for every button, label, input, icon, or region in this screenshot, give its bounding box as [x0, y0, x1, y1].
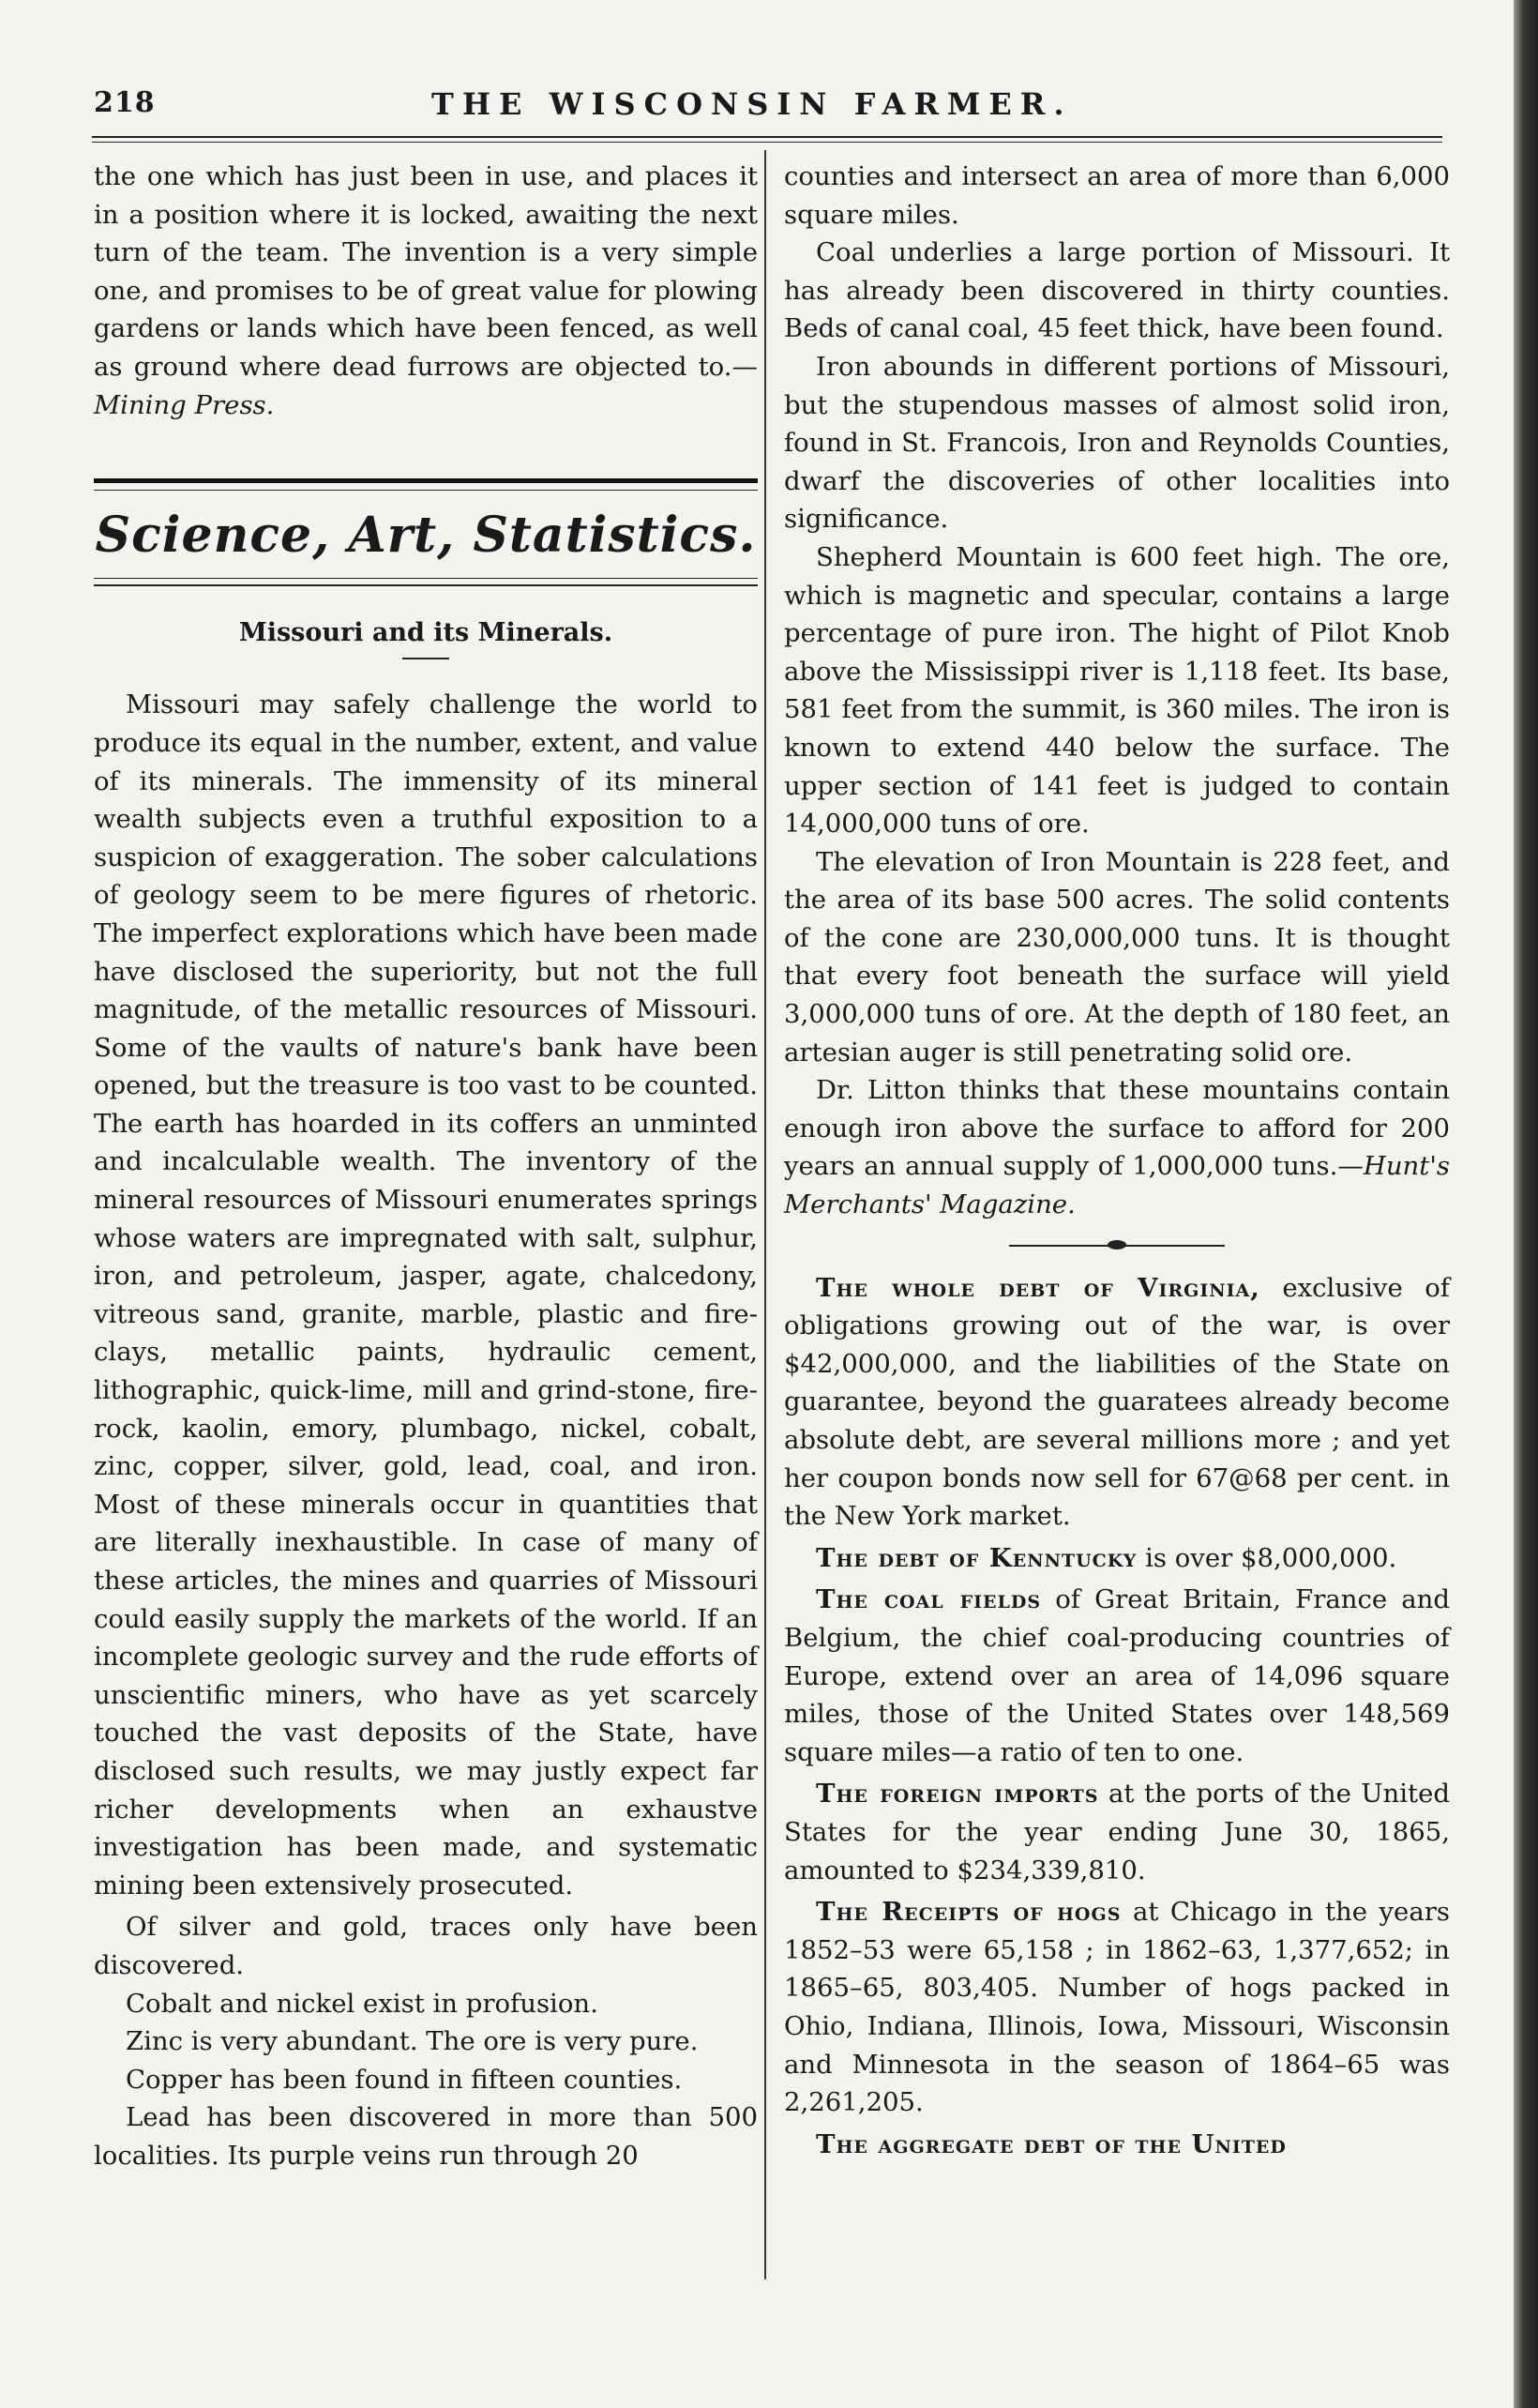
paragraph: Copper has been found in fifteen counties.	[126, 2064, 683, 2095]
item-lead: The coal fields	[816, 1584, 1042, 1615]
item-lead: The foreign imports	[816, 1779, 1099, 1810]
news-item: The debt of Kenntucky is over $8,000,000.	[816, 1542, 1397, 1573]
paragraph: Zinc is very abundant. The ore is very pure.	[126, 2026, 699, 2057]
page-binding-edge	[1514, 0, 1538, 2408]
running-title: THE WISCONSIN FARMER.	[431, 86, 1073, 122]
paragraph: Iron abounds in different portions of Missouri, but the stupendous masses of almost solid iron, found in St. Francois, Iron and Reynolds Counties, dwarf the discoveries of other localities into significance.	[784, 351, 1450, 535]
paragraph: Dr. Litton thinks that these mountains contain enough iron above the surface to afford for 200 years an annual supply of 1,000,000 tuns.—Hunt's Merchants' Magazine.	[784, 1075, 1450, 1220]
page-number: 218	[94, 86, 156, 119]
paragraph: Cobalt and nickel exist in profusion.	[126, 1988, 598, 2019]
section-rule-top	[94, 478, 758, 491]
header-rule	[92, 136, 1442, 143]
ornament-divider	[1009, 1245, 1225, 1247]
section-rule-bottom	[94, 578, 758, 586]
left-column	[94, 158, 758, 2175]
news-item: The foreign imports at the ports of the United States for the year ending June 30, 1865, amounted to $234,339,810.	[784, 1779, 1450, 1886]
article-title: Missouri and its Minerals.	[238, 617, 613, 647]
continued-paragraph: counties and intersect an area of more than 6,000 square miles.	[784, 161, 1450, 230]
item-lead: The aggregate debt of the United	[816, 2128, 1287, 2159]
column-divider	[764, 150, 766, 2279]
title-rule	[402, 658, 449, 659]
news-item: The Receipts of hogs at Chicago in the years 1852–53 were 65,158 ; in 1862–63, 1,377,652; in 1865–65, 803,405. Number of hogs packed in Ohio, Indiana, Illinois, Iowa, Missouri, Wisconsin and Minnesota in the season of 1864–65 was 2,261,205.	[784, 1897, 1450, 2118]
section-title: Science, Art, Statistics.	[95, 507, 757, 565]
right-column	[784, 158, 1450, 2163]
paragraph: Coal underlies a large portion of Missouri. It has already been discovered in thirty counties. Beds of canal coal, 45 feet thick, have been found.	[784, 237, 1450, 344]
continued-paragraph: the one which has just been in use, and places it in a position where it is locked, awaiting the next turn of the team. The invention is a very simple one, and promises to be of great value for plowing gardens or lands which have been fenced, as well as ground where dead furrows are objected to.—Mining Press.	[94, 161, 758, 420]
paragraph: Lead has been discovered in more than 500 localities. Its purple veins run through 20	[94, 2102, 758, 2171]
paragraph: Of silver and gold, traces only have been discovered.	[94, 1912, 758, 1980]
news-item: The whole debt of Virginia, exclusive of obligations growing out of the war, is over $42,000,000, and the liabilities of the State on guarantee, beyond the guaratees already become absolute debt, are several millions more ; and yet her coupon bonds now sell for 67@68 per cent. in the New York market.	[784, 1272, 1450, 1532]
page-header	[94, 83, 1444, 129]
source-citation: —Hunt's Merchants' Magazine.	[784, 1151, 1450, 1220]
news-item: The coal fields of Great Britain, France and Belgium, the chief coal-producing countries of Europe, extend over an area of 14,096 square miles, those of the United States over 148,569 square miles—a ratio of ten to one.	[784, 1584, 1450, 1767]
item-lead: The whole debt of Virginia,	[816, 1272, 1260, 1303]
paragraph: The elevation of Iron Mountain is 228 feet, and the area of its base 500 acres. The solid contents of the cone are 230,000,000 tuns. It is thought that every foot beneath the surface will yield 3,000,000 tuns of ore. At the depth of 180 feet, an artesian auger is still penetrating solid ore.	[784, 846, 1450, 1068]
source-citation: —Mining Press.	[94, 351, 758, 420]
item-lead: The debt of Kenntucky	[816, 1542, 1138, 1573]
news-item	[784, 2126, 1450, 2164]
paragraph: Shepherd Mountain is 600 feet high. The ore, which is magnetic and specular, contains a large percentage of pure iron. The hight of Pilot Knob above the Mississippi river is 1,118 feet. Its base, 581 feet from the summit, is 360 miles. The iron is known to extend 440 below the surface. The upper section of 141 feet is judged to contain 14,000,000 tuns of ore.	[784, 541, 1450, 840]
paragraph: Missouri may safely challenge the world to produce its equal in the number, extent, and value of its minerals. The immensity of its mineral wealth subjects even a truthful exposition to a suspicion of exaggeration. The sober calculations of geology seem to be mere figures of rhetoric. The imperfect explorations which have been made have disclosed the superiority, but not the full magnitude, of the metallic resources of Missouri. Some of the vaults of nature's bank have been opened, but the treasure is too vast to be counted. The earth has hoarded in its coffers an unminted and incalculable wealth. The inventory of the mineral resources of Missouri enumerates springs whose waters are impregnated with salt, sulphur, iron, and petroleum, jasper, agate, chalcedony, vitreous sand, granite, marble, plastic and fire-clays, metallic paints, hydraulic cement, lithographic, quick-lime, mill and grind-stone, fire-rock, kaolin, emory, plumbago, nickel, cobalt, zinc, copper, silver, gold, lead, coal, and iron. Most of these minerals occur in quantities that are literally inexhaustible. In case of many of these articles, the mines and quarries of Missouri could easily supply the markets of the world. If an incomplete geologic survey and the rude efforts of unscientific miners, who have as yet scarcely touched the vast deposits of the State, have disclosed such results, we may justly expect far richer developments when an exhaustve investigation has been made, and systematic mining been extensively prosecuted.	[94, 689, 758, 1901]
item-lead: The Receipts of hogs	[816, 1897, 1122, 1928]
